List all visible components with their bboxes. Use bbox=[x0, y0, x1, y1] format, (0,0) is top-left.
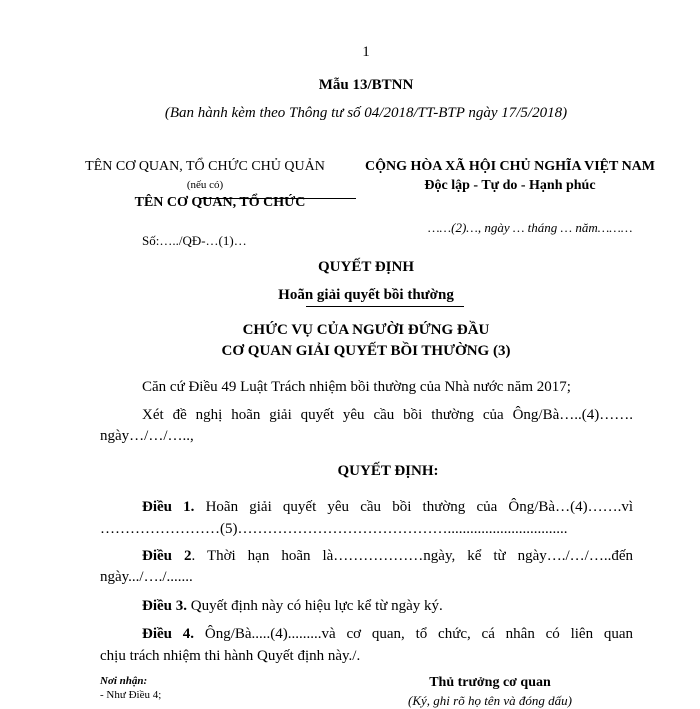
date-line: ……(2)…, ngày … tháng … năm……… bbox=[428, 220, 633, 235]
issued-note: (Ban hành kèm theo Thông tư số 04/2018/TT-BTP ngày 17/5/2018) bbox=[164, 105, 568, 121]
article-1-continuation: ……………………(5)……………………………………................................ bbox=[100, 521, 568, 537]
national-motto: Độc lập - Tự do - Hạnh phúc bbox=[424, 178, 596, 193]
agency-underline bbox=[200, 198, 356, 199]
request-basis: Xét đề nghị hoãn giải quyết yêu cầu bồi thường của Ông/Bà…..(4)……. bbox=[142, 407, 633, 423]
signer-title: Thủ trưởng cơ quan bbox=[429, 675, 551, 690]
national-title: CỘNG HÒA XÃ HỘI CHỦ NGHĨA VIỆT NAM bbox=[364, 159, 655, 174]
legal-basis: Căn cứ Điều 49 Luật Trách nhiệm bồi thường của Nhà nước năm 2017; bbox=[142, 379, 571, 395]
page-number: 1 bbox=[362, 44, 370, 60]
article-2-label: Điều 2 bbox=[142, 548, 192, 564]
parent-agency-name: TÊN CƠ QUAN, TỔ CHỨC CHỦ QUẢN bbox=[85, 159, 325, 174]
signer-note: (Ký, ghi rõ họ tên và đóng dấu) bbox=[408, 693, 572, 708]
article-2-continuation: ngày.../…./....... bbox=[100, 569, 193, 585]
subtitle-underline bbox=[306, 306, 464, 307]
recipient-1: - Như Điều 4; bbox=[100, 689, 162, 701]
recipients-label: Nơi nhận: bbox=[100, 675, 148, 687]
article-4-continuation: chịu trách nhiệm thi hành Quyết định này./. bbox=[100, 648, 361, 664]
authority-line-2: CƠ QUAN GIẢI QUYẾT BỒI THƯỜNG (3) bbox=[221, 343, 511, 359]
article-1 bbox=[142, 499, 633, 516]
form-code: Mẫu 13/BTNN bbox=[318, 77, 414, 93]
article-3-label: Điều 3. bbox=[142, 598, 187, 614]
article-3 bbox=[142, 598, 443, 615]
decision-subtitle: Hoãn giải quyết bồi thường bbox=[278, 287, 454, 303]
article-1-text: Hoãn giải quyết yêu cầu bồi thường của Ông/Bà…(4)…….vì bbox=[205, 499, 633, 515]
article-3-text: Quyết định này có hiệu lực kể từ ngày ký. bbox=[190, 598, 443, 614]
parent-agency-note: (nếu có) bbox=[186, 179, 224, 191]
article-4-text: Ông/Bà.....(4).........và cơ quan, tổ chức, cá nhân có liên quan bbox=[204, 626, 634, 642]
article-1-label: Điều 1. bbox=[142, 499, 195, 515]
authority-line-1: CHỨC VỤ CỦA NGƯỜI ĐỨNG ĐẦU bbox=[242, 322, 490, 338]
decision-title: QUYẾT ĐỊNH bbox=[318, 259, 414, 275]
article-2 bbox=[142, 548, 633, 565]
request-basis-date: ngày…/…/….., bbox=[100, 428, 194, 444]
document-number: Số:…../QĐ-…(1)… bbox=[142, 233, 247, 248]
article-4 bbox=[142, 626, 633, 643]
agency-name: TÊN CƠ QUAN, TỔ CHỨC bbox=[134, 195, 306, 210]
decision-heading: QUYẾT ĐỊNH: bbox=[337, 463, 439, 479]
article-2-text: . Thời hạn hoãn là………………ngày, kể từ ngày…./…/…..đến bbox=[191, 548, 634, 564]
article-4-label: Điều 4. bbox=[142, 626, 195, 642]
